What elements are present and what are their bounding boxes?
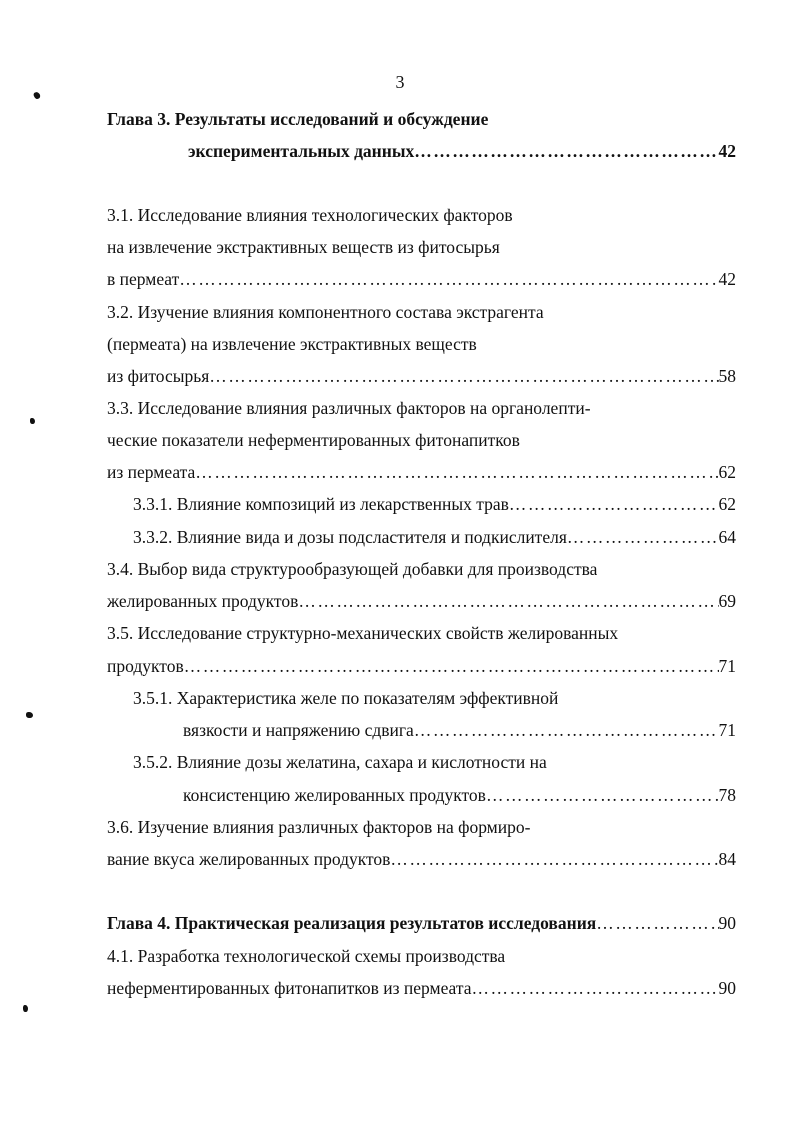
leader-dots	[472, 977, 719, 999]
chapter-4-title-line	[107, 912, 736, 934]
chapter-4-page: 90	[718, 913, 736, 933]
entry-3-5-2-text: консистенцию желированных продуктов	[183, 785, 486, 805]
leader-dots	[195, 461, 718, 483]
leader-dots	[298, 590, 718, 612]
entry-4-1-page: 90	[718, 978, 736, 998]
entry-4-1-line-1: 4.1. Разработка технологической схемы производства	[107, 946, 506, 966]
entry-3-6-page: 84	[718, 849, 736, 869]
scan-speck	[23, 1005, 28, 1012]
entry-3-1-text: в пермеат	[107, 269, 180, 289]
entry-3-5-line-2	[107, 655, 736, 677]
entry-3-2-text: из фитосырья	[107, 366, 210, 386]
leader-dots	[486, 784, 719, 806]
scan-speck	[26, 712, 33, 718]
leader-dots	[509, 493, 719, 515]
leader-dots	[209, 365, 718, 387]
entry-3-4-page: 69	[718, 591, 736, 611]
entry-3-4-text: желированных продуктов	[107, 591, 299, 611]
entry-3-1-line-1: 3.1. Исследование влияния технологических факторов	[107, 205, 513, 225]
scan-speck	[30, 418, 35, 424]
entry-3-4-line-2	[107, 590, 736, 612]
chapter-3-page: 42	[718, 141, 736, 161]
leader-dots	[179, 268, 718, 290]
entry-3-1-line-2: на извлечение экстрактивных веществ из фитосырья	[107, 237, 500, 257]
entry-3-2-page: 58	[718, 366, 736, 386]
chapter-3-title-text: экспериментальных данных	[188, 141, 415, 161]
chapter-3-title-line-1: Глава 3. Результаты исследований и обсуждение	[107, 109, 489, 129]
entry-3-6-line-1: 3.6. Изучение влияния различных факторов на формиро-	[107, 817, 531, 837]
entry-3-3-2	[133, 526, 736, 548]
entry-3-5-1-line-2	[183, 719, 736, 741]
entry-3-3-1-text: 3.3.1. Влияние композиций из лекарственных трав	[133, 494, 509, 514]
entry-3-3-text: из пермеата	[107, 462, 196, 482]
entry-4-1-line-2	[107, 977, 736, 999]
entry-3-1-page: 42	[718, 269, 736, 289]
entry-3-3-line-2: ческие показатели неферментированных фитонапитков	[107, 430, 520, 450]
entry-3-2-line-1: 3.2. Изучение влияния компонентного состава экстрагента	[107, 302, 544, 322]
entry-3-5-1-text: вязкости и напряжению сдвига	[183, 720, 414, 740]
entry-3-5-2-line-1: 3.5.2. Влияние дозы желатина, сахара и кислотности на	[133, 752, 547, 772]
entry-3-1-line-3	[107, 268, 736, 290]
entry-3-5-2-line-2	[183, 784, 736, 806]
entry-3-3-1-page: 62	[718, 494, 736, 514]
entry-3-3-page: 62	[718, 462, 736, 482]
entry-3-3-line-1: 3.3. Исследование влияния различных факторов на органолепти-	[107, 398, 591, 418]
entry-3-5-line-1: 3.5. Исследование структурно-механических свойств желированных	[107, 623, 619, 643]
chapter-3-title-line-2	[188, 140, 736, 162]
entry-3-4-line-1: 3.4. Выбор вида структурообразующей добавки для производства	[107, 559, 598, 579]
entry-3-3-1	[133, 493, 736, 515]
chapter-4-title: Глава 4. Практическая реализация результатов исследования	[107, 913, 597, 933]
entry-4-1-text: неферментированных фитонапитков из пермеата	[107, 978, 472, 998]
entry-3-6-line-2	[107, 848, 736, 870]
entry-3-5-page: 71	[718, 656, 736, 676]
entry-3-5-2-page: 78	[718, 785, 736, 805]
leader-dots	[414, 719, 719, 741]
entry-3-3-2-page: 64	[718, 527, 736, 547]
entry-3-2-line-2: (пермеата) на извлечение экстрактивных веществ	[107, 334, 477, 354]
entry-3-5-1-line-1: 3.5.1. Характеристика желе по показателям эффективной	[133, 688, 559, 708]
leader-dots	[390, 848, 718, 870]
page-number: 3	[395, 72, 405, 92]
entry-3-3-line-3	[107, 461, 736, 483]
entry-3-6-text: вание вкуса желированных продуктов	[107, 849, 391, 869]
leader-dots	[567, 526, 719, 548]
leader-dots	[596, 912, 718, 934]
entry-3-3-2-text: 3.3.2. Влияние вида и дозы подсластителя и подкислителя	[133, 527, 567, 547]
entry-3-5-text: продуктов	[107, 656, 184, 676]
leader-dots	[184, 655, 719, 677]
entry-3-2-line-3	[107, 365, 736, 387]
entry-3-5-1-page: 71	[718, 720, 736, 740]
leader-dots	[414, 140, 718, 162]
